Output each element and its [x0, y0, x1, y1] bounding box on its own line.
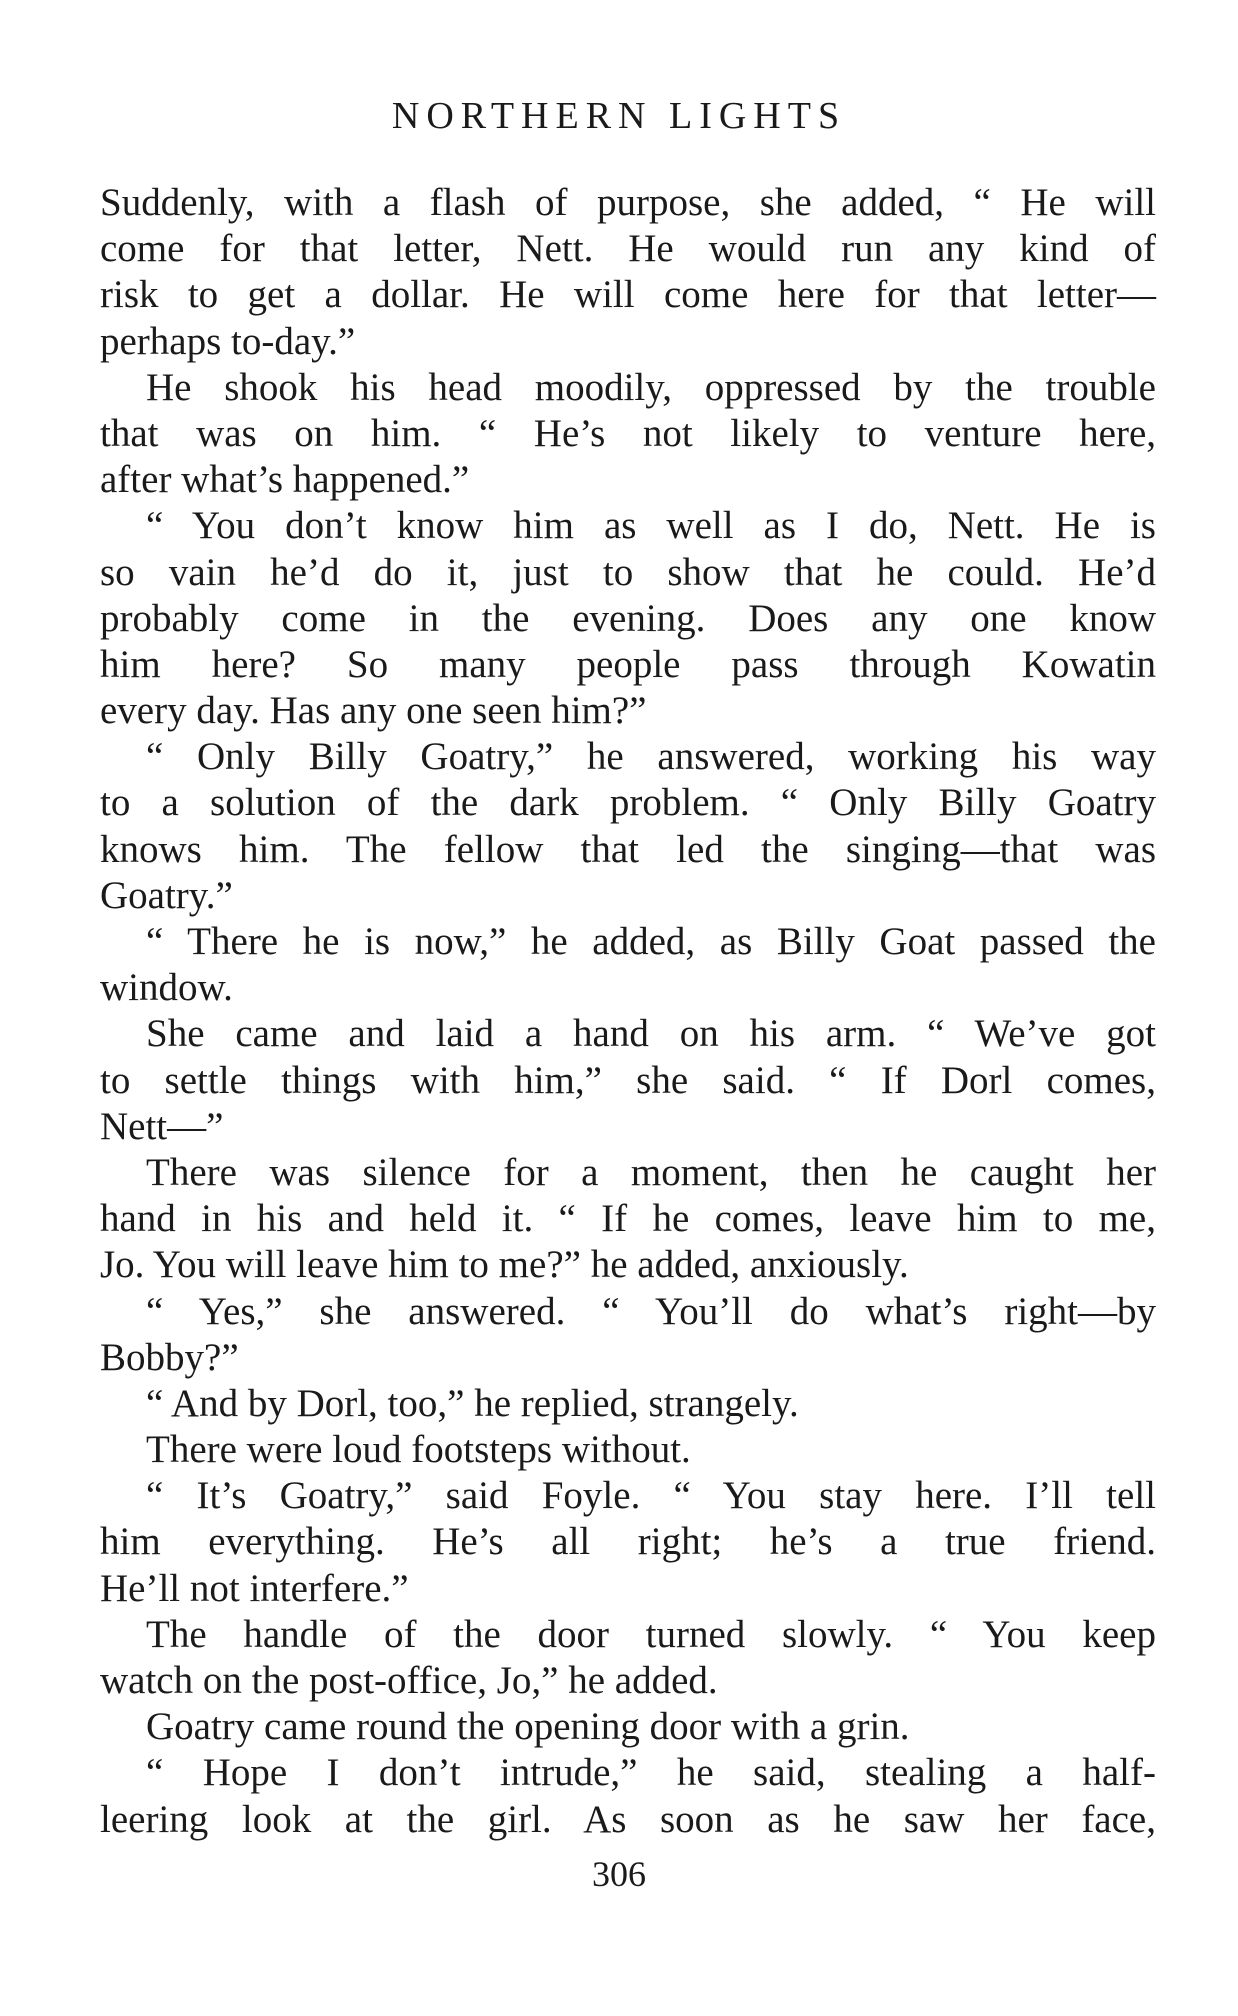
text-line: risk to get a dollar. He will come here for that letter—	[100, 273, 1156, 317]
text-line: Bobby?”	[100, 1335, 239, 1379]
text-line: to settle things with him,” she said. “ If Dorl comes,	[100, 1058, 1156, 1102]
text-line: Goatry came round the opening door with a grin.	[146, 1705, 910, 1749]
text-line: “ It’s Goatry,” said Foyle. “ You stay here. I’ll tell	[146, 1474, 1156, 1518]
text-line: every day. Has any one seen him?”	[100, 689, 647, 733]
text-line: window.	[100, 966, 233, 1010]
text-line: that was on him. “ He’s not likely to venture here,	[100, 411, 1156, 455]
body-text	[100, 180, 1156, 1843]
text-line: him everything. He’s all right; he’s a true friend.	[100, 1520, 1156, 1564]
text-line: “ There he is now,” he added, as Billy Goat passed the	[146, 920, 1156, 963]
text-line: hand in his and held it. “ If he comes, leave him to me,	[100, 1197, 1156, 1241]
text-line: probably come in the evening. Does any one know	[100, 596, 1156, 640]
text-line: leering look at the girl. As soon as he saw her face,	[100, 1797, 1156, 1841]
text-line: Suddenly, with a flash of purpose, she added, “ He will	[100, 181, 1156, 224]
text-line: The handle of the door turned slowly. “ You keep	[146, 1612, 1156, 1656]
text-line: to a solution of the dark problem. “ Only Billy Goatry	[100, 781, 1156, 825]
text-line: “ Hope I don’t intrude,” he said, stealing a half-	[146, 1751, 1156, 1795]
text-line: There were loud footsteps without.	[146, 1428, 691, 1472]
text-line: come for that letter, Nett. He would run any kind of	[100, 227, 1156, 271]
text-line: He’ll not interfere.”	[100, 1566, 409, 1610]
text-line: Nett—”	[100, 1104, 224, 1148]
page-number: 306	[592, 1854, 646, 1894]
text-line: Goatry.”	[100, 873, 233, 917]
text-line: There was silence for a moment, then he caught her	[146, 1150, 1156, 1194]
text-line: Jo. You will leave him to me?” he added, anxiously.	[100, 1243, 909, 1287]
text-line: “ Yes,” she answered. “ You’ll do what’s right—by	[146, 1289, 1156, 1333]
text-line: “ And by Dorl, too,” he replied, strangely.	[146, 1381, 799, 1425]
text-line: “ You don’t know him as well as I do, Nett. He is	[146, 504, 1156, 548]
text-line: watch on the post-office, Jo,” he added.	[100, 1659, 718, 1702]
text-line: knows him. The fellow that led the singing—that was	[100, 827, 1156, 871]
text-line: after what’s happened.”	[100, 458, 470, 502]
text-line: “ Only Billy Goatry,” he answered, working his way	[146, 735, 1156, 779]
text-line: perhaps to-day.”	[100, 319, 356, 363]
text-line: so vain he’d do it, just to show that he could. He’d	[100, 550, 1156, 594]
text-line: He shook his head moodily, oppressed by the trouble	[146, 365, 1156, 409]
text-line: him here? So many people pass through Kowatin	[100, 642, 1156, 686]
running-head: NORTHERN LIGHTS	[391, 95, 847, 137]
text-line: She came and laid a hand on his arm. “ We’ve got	[146, 1012, 1156, 1056]
